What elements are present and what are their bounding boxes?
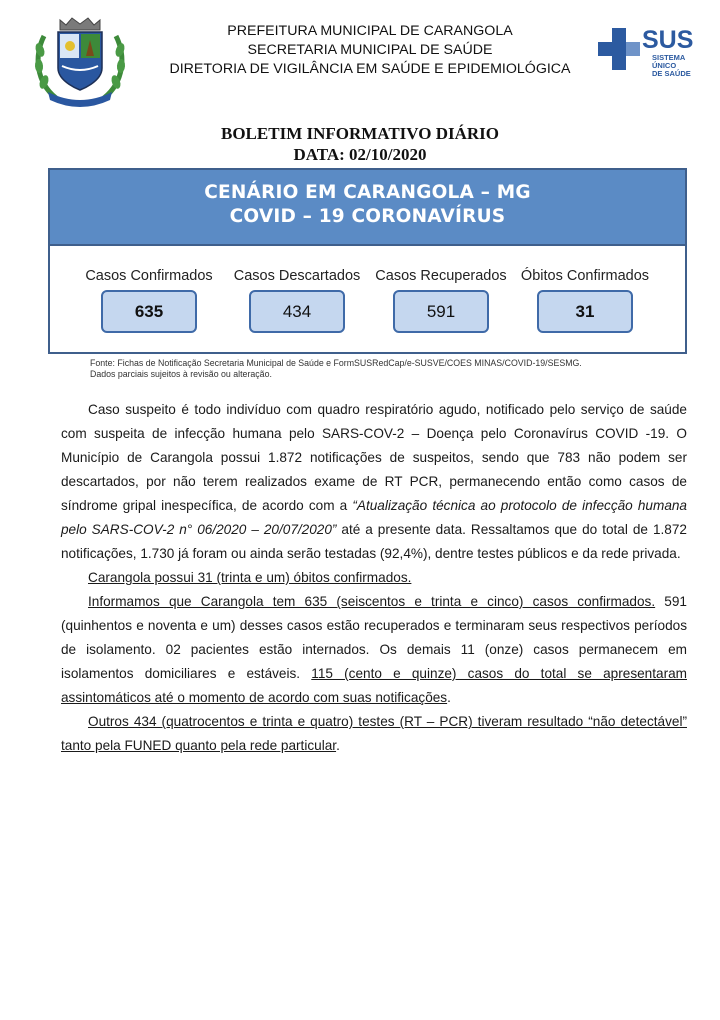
title-line: BOLETIM INFORMATIVO DIÁRIO <box>221 124 499 143</box>
sus-sub1: SISTEMA <box>652 53 686 62</box>
paragraph-text: . <box>447 690 451 705</box>
sus-sub3: DE SAÚDE <box>652 69 691 78</box>
source-line: Fonte: Fichas de Notificação Secretaria Municipal de Saúde e FormSUSRedCap/e-SUSVE/COES MINAS/COVID-19/SESMG. <box>90 358 582 368</box>
paragraph-tests <box>61 710 687 758</box>
stat-discarded <box>232 268 362 333</box>
paragraph-deaths <box>61 566 687 590</box>
bulletin-title <box>0 123 720 165</box>
stat-value: 635 <box>101 290 197 333</box>
municipal-crest-logo <box>30 16 130 108</box>
date-line: DATA: 02/10/2020 <box>293 145 427 164</box>
banner-subtitle: COVID – 19 CORONAVÍRUS <box>229 206 506 227</box>
stat-confirmed <box>82 268 216 333</box>
stat-value: 434 <box>249 290 345 333</box>
stat-value: 591 <box>393 290 489 333</box>
stat-deaths <box>516 268 654 333</box>
sus-cross-icon <box>594 20 702 90</box>
disclaimer-line: Dados parciais sujeitos à revisão ou alteração. <box>90 369 272 379</box>
paragraph-text: Caso suspeito é todo indivíduo com quadro respiratório agudo, notificado pelo serviço de saúde com suspeita de infecção humana pelo SARS-COV-2 – Doença pelo Coronavírus COVID -19. O Município de Carangola possui 1.872 notificações de suspeitos, sendo que 783 não podem ser descartados, por não terem realizados exame de RT PCR, permanecendo então como casos de síndrome gripal inespecífica, de acordo com a <box>61 402 687 513</box>
protocol-citation: “Atualização técnica ao protocolo de infecção humana pelo SARS-COV-2 n° 06/2020 – 20/07/2020” <box>61 498 687 537</box>
paragraph-text: até a presente data. Ressaltamos que do total de 1.872 notificações, 1.730 já foram ou ainda serão testadas (92,4%), dentre testes públicos e da rede privada. <box>61 522 687 561</box>
stat-value: 31 <box>537 290 633 333</box>
stat-label: Casos Confirmados <box>85 268 213 284</box>
header-line-diretoria: DIRETORIA DE VIGILÂNCIA EM SAÚDE E EPIDEMIOLÓGICA <box>169 61 571 77</box>
sus-sub2: ÚNICO <box>652 61 677 70</box>
sus-logo <box>594 20 702 90</box>
paragraph-suspects <box>61 398 687 566</box>
stat-label: Casos Descartados <box>233 268 361 284</box>
paragraph-confirmed <box>61 590 687 710</box>
sus-text: SUS <box>642 26 694 54</box>
asymptomatic-statement: 115 (cento e quinze) casos do total se apresentaram assintomáticos até o momento de acordo com suas notificações <box>61 666 687 705</box>
stat-label: Casos Recuperados <box>375 268 507 284</box>
header-text <box>150 22 590 79</box>
stat-label: Óbitos Confirmados <box>520 268 650 284</box>
paragraph-text: 591 (quinhentos e noventa e um) desses casos estão recuperados e terminaram seus respectivos períodos de isolamento. 02 pacientes estão internados. Os demais 11 (onze) casos permanecem em isolamentos domiciliares e estáveis. <box>61 594 687 681</box>
scenario-panel <box>48 168 687 354</box>
header-line-prefeitura: PREFEITURA MUNICIPAL DE CARANGOLA <box>227 23 513 39</box>
banner-title: CENÁRIO EM CARANGOLA – MG <box>204 182 531 203</box>
header-line-secretaria: SECRETARIA MUNICIPAL DE SAÚDE <box>247 42 493 58</box>
tests-statement: Outros 434 (quatrocentos e trinta e quatro) testes (RT – PCR) tiveram resultado “não detectável” tanto pela FUNED quanto pela rede particular <box>61 714 687 753</box>
bulletin-body <box>61 398 687 758</box>
source-note <box>90 358 690 380</box>
deaths-statement: Carangola possui 31 (trinta e um) óbitos confirmados. <box>88 570 412 585</box>
paragraph-text: . <box>336 738 340 753</box>
stat-recovered <box>374 268 508 333</box>
scenario-banner <box>50 170 685 246</box>
confirmed-statement: Informamos que Carangola tem 635 (seiscentos e trinta e cinco) casos confirmados. <box>88 594 656 609</box>
